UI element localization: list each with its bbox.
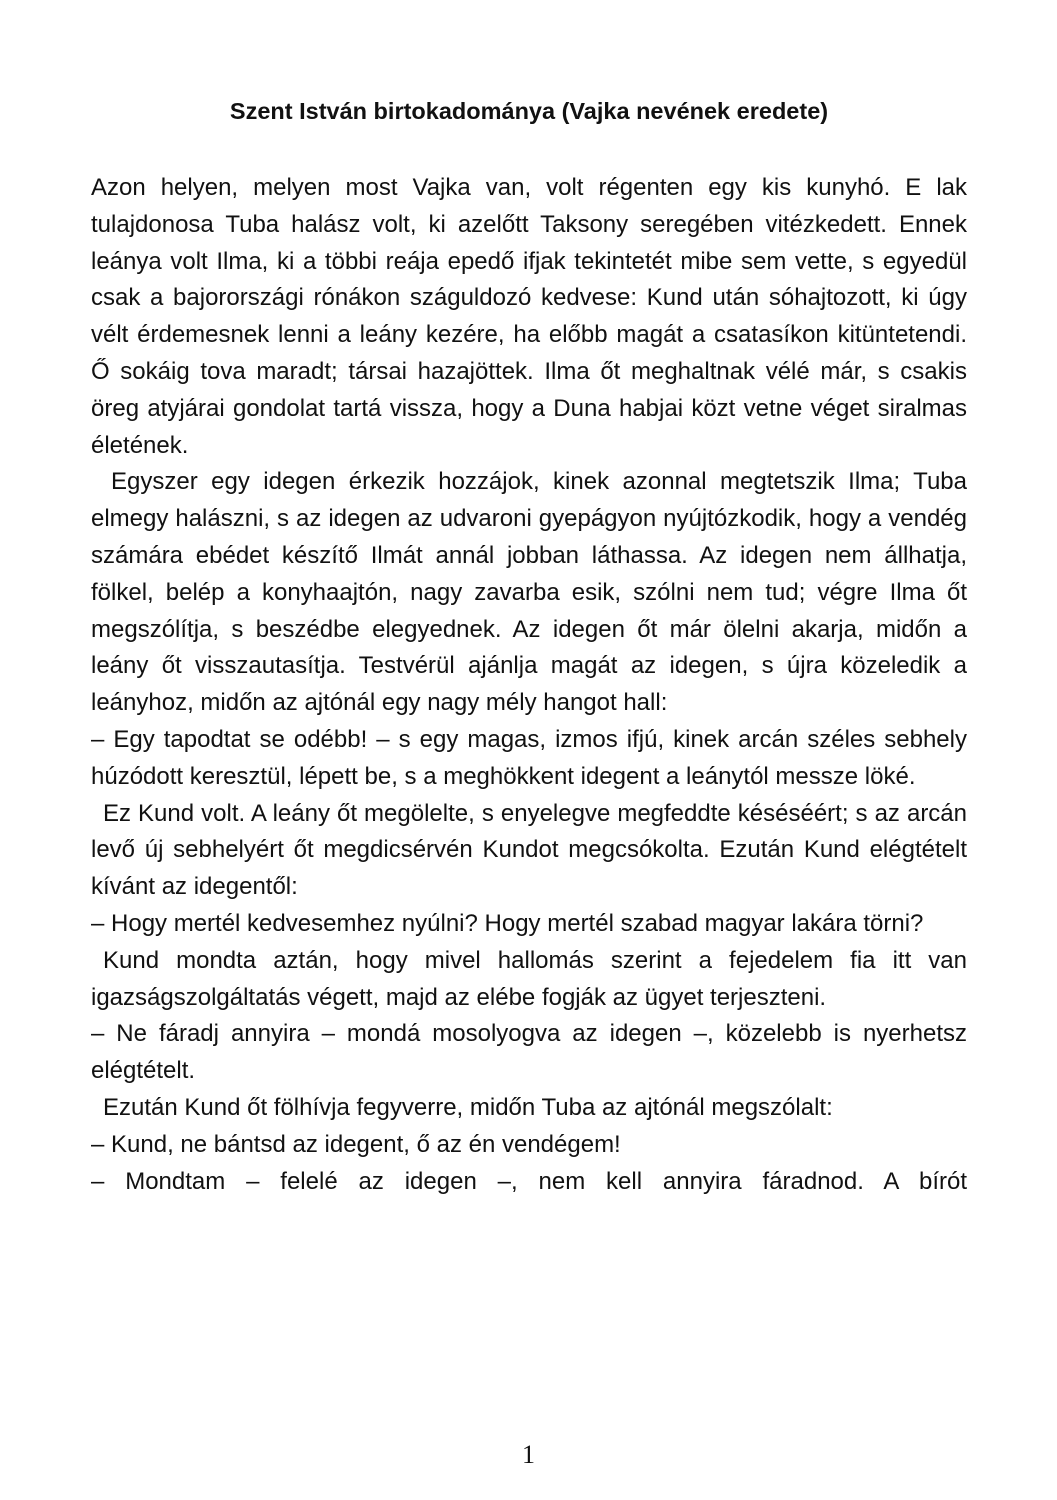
document-page: [91, 96, 967, 1200]
paragraph-9-dialogue: – Kund, ne bántsd az idegent, ő az én vendégem!: [91, 1130, 621, 1158]
paragraph-10-dialogue: – Mondtam – felelé az idegen –, nem kell annyira fáradnod. A bírót: [91, 1167, 967, 1195]
paragraph-2: Egyszer egy idegen érkezik hozzájok, kinek azonnal megtetszik Ilma; Tuba elmegy halászni, s az idegen az udvaroni gyepágyon nyújtózkodik, hogy a vendég számára ebédet készítő Ilmát annál jobban láthassa. Az idegen nem állhatja, fölkel, belép a konyhaajtón, nagy zavarba esik, szólni nem tud; végre Ilma őt megszólítja, s beszédbe elegyednek. Az idegen őt már ölelni akarja, midőn a leány őt visszautasítja. Testvérül ajánlja magát az idegen, s újra közeledik a leányhoz, midőn az ajtónál egy nagy mély hangot hall:: [91, 468, 967, 717]
paragraph-6: Kund mondta aztán, hogy mivel hallomás szerint a fejedelem fia itt van igazságszolgáltatás végett, majd az elébe fogják az ügyet terjeszteni.: [91, 946, 967, 1011]
page-number: 1: [522, 1440, 535, 1469]
paragraph-5-dialogue: – Hogy mertél kedvesemhez nyúlni? Hogy mertél szabad magyar lakára törni?: [91, 909, 924, 937]
paragraph-8: Ezután Kund őt fölhívja fegyverre, midőn Tuba az ajtónál megszólalt:: [103, 1093, 833, 1121]
paragraph-7-dialogue: – Ne fáradj annyira – mondá mosolyogva az idegen –, közelebb is nyerhetsz elégtételt.: [91, 1020, 967, 1085]
paragraph-3-dialogue: – Egy tapodtat se odébb! – s egy magas, izmos ifjú, kinek arcán széles sebhely húzódott keresztül, lépett be, s a meghökkent idegent a leánytól messze löké.: [91, 725, 967, 790]
paragraph-1: Azon helyen, melyen most Vajka van, volt régenten egy kis kunyhó. E lak tulajdonosa Tuba halász volt, ki azelőtt Taksony seregében vitézkedett. Ennek leánya volt Ilma, ki a többi reája epedő ifjak tekintetét mibe sem vette, s egyedül csak a bajorországi rónákon száguldozó kedvese: Kund után sóhajtozott, ki úgy vélt érdemesnek lenni a leány kezére, ha előbb magát a csatasíkon kitüntetendi. Ő sokáig tova maradt; társai hazajöttek. Ilma őt meghaltnak vélé már, s csakis öreg atyjárai gondolat tartá vissza, hogy a Duna habjai közt vetne véget siralmas életének.: [91, 174, 967, 459]
paragraph-4: Ez Kund volt. A leány őt megölelte, s enyelegve megfeddte késéséért; s az arcán levő új sebhelyért őt megdicsérvén Kundot megcsókolta. Ezután Kund elégtételt kívánt az idegentől:: [91, 799, 967, 901]
document-title: Szent István birtokadománya (Vajka nevének eredete): [229, 98, 829, 124]
